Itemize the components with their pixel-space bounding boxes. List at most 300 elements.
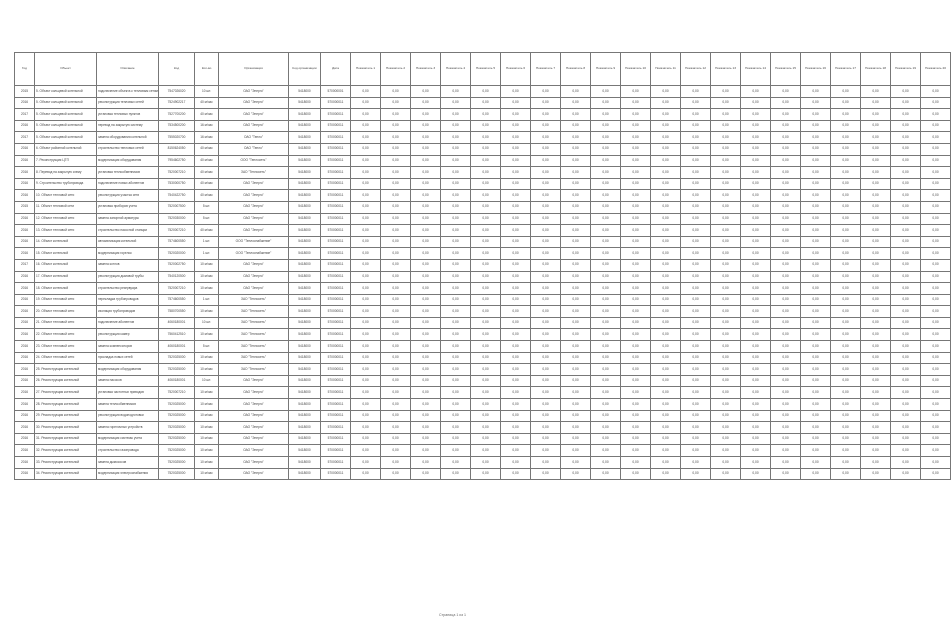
table-cell: 40 м/час [195,155,219,167]
table-cell: 570000011 [321,248,351,260]
table-cell: 1 шт. [195,236,219,248]
table-cell: 0,00 [351,399,381,411]
table-cell: 7520002750 [159,259,195,271]
table-cell: установка тепловых пунктов [97,109,159,121]
table-cell: 570000011 [321,97,351,109]
table-cell: 0,00 [801,457,831,469]
column-header: Показатель 11 [651,53,681,86]
table-cell: 7574600550 [159,294,195,306]
table-cell: 2016 [15,271,35,283]
table-cell: 0,00 [861,97,891,109]
table-cell: 0,00 [891,248,921,260]
table-cell: 0,00 [531,317,561,329]
table-cell: 2016 [15,399,35,411]
table-cell: 0,00 [741,109,771,121]
table-cell: 7520007210 [159,283,195,295]
table-cell: 0,00 [561,341,591,353]
table-cell: 0,00 [531,109,561,121]
table-cell: 0,00 [921,317,951,329]
table-cell: 0,00 [861,294,891,306]
table-cell: 40 м/час [195,97,219,109]
table-cell: 2016 [15,236,35,248]
table-cell: 570000011 [321,433,351,445]
table-cell: 570000011 [321,201,351,213]
table-cell: 0,00 [561,201,591,213]
table-cell: 0,00 [501,364,531,376]
table-cell: 16 м/час [195,120,219,132]
table-cell: 0,00 [771,410,801,422]
table-cell: 0,00 [411,109,441,121]
table-cell: 0,00 [741,341,771,353]
table-cell: 5418000 [289,236,321,248]
table-cell: 9. Строительство трубопровода [35,178,97,190]
table-cell: 0,00 [681,97,711,109]
table-cell: 0,00 [441,410,471,422]
table-cell: 0,00 [351,225,381,237]
table-cell: 0,00 [921,410,951,422]
table-cell: 0,00 [681,329,711,341]
table-cell: 0,00 [501,132,531,144]
table-cell: 570000011 [321,155,351,167]
table-cell: 2016 [15,306,35,318]
table-cell: 0,00 [411,317,441,329]
table-cell: 0,00 [501,457,531,469]
table-cell: 0,00 [861,201,891,213]
table-row [15,294,951,306]
table-cell: 0,00 [891,155,921,167]
table-cell: 0,00 [831,399,861,411]
table-cell: 0,00 [471,352,501,364]
table-cell: 5. Объект кольцевой котельной [35,132,97,144]
table-cell: 0,00 [861,236,891,248]
table-cell: 0,00 [561,86,591,98]
table-cell: 0,00 [801,120,831,132]
table-cell: реконструкция камер [97,329,159,341]
table-cell: 0,00 [891,387,921,399]
table-cell: 0,00 [381,410,411,422]
table-cell: ОАО "Энерго" [219,410,289,422]
table-cell: 0,00 [861,341,891,353]
column-header: Показатель 6 [501,53,531,86]
table-cell: подключение новых абонентов [97,178,159,190]
table-cell: 0,00 [351,143,381,155]
table-cell: 10 м/час [195,433,219,445]
table-row [15,271,951,283]
table-cell: 0,00 [771,178,801,190]
table-cell: 0,00 [381,352,411,364]
table-cell: 0,00 [501,109,531,121]
column-header: Показатель 3 [411,53,441,86]
table-cell: 0,00 [591,352,621,364]
table-cell: 0,00 [801,213,831,225]
table-cell: 0,00 [351,86,381,98]
table-cell: 0,00 [561,271,591,283]
table-cell: 0,00 [381,364,411,376]
table-cell: 20. Объект тепловой сети [35,306,97,318]
table-cell: 0,00 [861,433,891,445]
table-cell: 0,00 [711,317,741,329]
table-cell: 0,00 [921,236,951,248]
table-cell: 0,00 [681,236,711,248]
table-cell: 0,00 [501,294,531,306]
table-cell: 0,00 [771,155,801,167]
table-cell: строительство тепловых сетей [97,143,159,155]
table-header-row [15,53,951,86]
table-cell: 0,00 [891,167,921,179]
column-header: Код организации [289,53,321,86]
table-cell: 0,00 [771,248,801,260]
table-row [15,457,951,469]
table-cell: 2016 [15,341,35,353]
table-cell: 570000011 [321,213,351,225]
table-cell: 0,00 [531,422,561,434]
table-cell: 0,00 [801,399,831,411]
table-cell: 0,00 [801,352,831,364]
table-row [15,97,951,109]
table-cell: 23. Объект тепловой сети [35,341,97,353]
table-cell: 0,00 [861,375,891,387]
table-cell: 0,00 [591,364,621,376]
table-cell: 0,00 [681,387,711,399]
table-cell: 0,00 [891,190,921,202]
table-cell: ОАО "Энерго" [219,283,289,295]
table-cell: 0,00 [621,120,651,132]
table-cell: 0,00 [591,294,621,306]
table-cell: модернизация оборудования [97,155,159,167]
table-cell: 5418000 [289,201,321,213]
table-cell: 0,00 [861,283,891,295]
column-header: Показатель 16 [801,53,831,86]
table-cell: замена котлов [97,259,159,271]
table-cell: 11. Объект тепловой сети [35,201,97,213]
table-cell: 0,00 [351,306,381,318]
table-cell: 7520030000 [159,213,195,225]
table-cell: 0,00 [351,248,381,260]
table-cell: 0,00 [681,399,711,411]
table-cell: 0,00 [591,445,621,457]
table-cell: 31. Реконструкция котельной [35,433,97,445]
table-cell: 27. Реконструкция котельной [35,387,97,399]
table-cell: 0,00 [711,387,741,399]
table-cell: 0,00 [711,399,741,411]
table-cell: 0,00 [651,236,681,248]
table-cell: 5418000 [289,329,321,341]
table-cell: 0,00 [621,317,651,329]
table-cell: 15. Объект котельной [35,248,97,260]
table-cell: 0,00 [441,132,471,144]
column-header: Описание [97,53,159,86]
table-cell: замена теплообменников [97,399,159,411]
table-cell: 0,00 [861,306,891,318]
table-cell: 0,00 [801,271,831,283]
table-cell: 0,00 [801,387,831,399]
table-cell: 0,00 [411,468,441,480]
table-cell: 0,00 [591,236,621,248]
table-cell: 0,00 [501,201,531,213]
table-cell: ОАО "Энерго" [219,213,289,225]
column-header: Код [159,53,195,86]
table-cell: 570000011 [321,283,351,295]
table-cell: 34. Реконструкция котельной [35,468,97,480]
table-cell: 0,00 [861,445,891,457]
table-cell: 0,00 [651,422,681,434]
table-cell: 0,00 [771,457,801,469]
table-cell: 0,00 [861,225,891,237]
table-cell: 0,00 [831,329,861,341]
table-cell: 2016 [15,294,35,306]
table-cell: 0,00 [891,329,921,341]
table-cell: 0,00 [591,167,621,179]
table-cell: 0,00 [381,86,411,98]
table-cell: 0,00 [771,364,801,376]
table-row [15,329,951,341]
table-cell: 0,00 [891,259,921,271]
table-cell: 570000011 [321,457,351,469]
table-cell: 0,00 [471,445,501,457]
table-cell: 0,00 [921,271,951,283]
table-cell: 0,00 [411,294,441,306]
table-cell: 0,00 [921,248,951,260]
table-cell: 0,00 [741,236,771,248]
table-cell: подключение объекта к тепловым сетям [97,86,159,98]
table-cell: 0,00 [681,457,711,469]
table-cell: 0,00 [801,283,831,295]
table-cell: 0,00 [711,120,741,132]
table-cell: 0,00 [411,143,441,155]
table-cell: 0,00 [381,433,411,445]
table-cell: 0,00 [441,259,471,271]
table-cell: 0,00 [621,225,651,237]
table-cell: ОАО "Энерго" [219,468,289,480]
table-cell: 0,00 [621,201,651,213]
table-cell: 570000011 [321,317,351,329]
table-cell: 5418000 [289,433,321,445]
table-cell: 0,00 [381,375,411,387]
table-cell: 0,00 [741,445,771,457]
table-cell: 28. Реконструкция котельной [35,399,97,411]
table-cell: 0,00 [921,97,951,109]
table-cell: 0,00 [861,190,891,202]
table-row [15,167,951,179]
table-cell: 10 м/час [195,399,219,411]
table-cell: 0,00 [771,433,801,445]
table-cell: 570000011 [321,422,351,434]
table-row [15,155,951,167]
table-cell: 0,00 [501,248,531,260]
table-cell: 0,00 [501,190,531,202]
table-cell: 0,00 [861,213,891,225]
table-cell: 0,00 [711,329,741,341]
table-cell: 570000011 [321,190,351,202]
table-cell: 0,00 [801,109,831,121]
table-cell: 570000011 [321,364,351,376]
table-cell: 0,00 [351,364,381,376]
table-cell: 0,00 [831,283,861,295]
table-cell: 0,00 [351,178,381,190]
table-cell: 0,00 [411,387,441,399]
table-cell: 0,00 [621,457,651,469]
table-cell: 0,00 [531,225,561,237]
table-cell: 0,00 [831,457,861,469]
table-cell: 0,00 [561,283,591,295]
table-cell: 0,00 [441,178,471,190]
table-cell: 0,00 [921,329,951,341]
table-cell: 0,00 [711,97,741,109]
table-cell: 7520025000 [159,352,195,364]
table-cell: 0,00 [741,201,771,213]
table-cell: 5418000 [289,410,321,422]
table-cell: 0,00 [711,155,741,167]
table-cell: 0,00 [891,468,921,480]
table-cell: ОАО "Тепло" [219,132,289,144]
data-table [14,52,951,480]
table-cell: 7574600550 [159,236,195,248]
table-cell: 40 м/час [195,143,219,155]
table-cell: реконструкция водоподготовки [97,410,159,422]
table-cell: 7520025000 [159,364,195,376]
table-cell: 0,00 [441,283,471,295]
table-cell: 0,00 [561,422,591,434]
table-cell: 0,00 [681,410,711,422]
column-header: Показатель 10 [621,53,651,86]
table-cell: 570000011 [321,341,351,353]
table-cell: 0,00 [891,283,921,295]
table-cell: 5418000 [289,248,321,260]
table-cell: 0,00 [441,433,471,445]
table-cell: 570000011 [321,399,351,411]
table-cell: 0,00 [531,457,561,469]
table-cell: 0,00 [561,236,591,248]
table-cell: 4060180001 [159,317,195,329]
table-cell: 0,00 [411,236,441,248]
table-cell: 0,00 [381,306,411,318]
table-cell: 5 шт. [195,213,219,225]
table-cell: 0,00 [921,468,951,480]
table-cell: 0,00 [861,422,891,434]
table-cell: 0,00 [471,341,501,353]
table-cell: 0,00 [891,399,921,411]
table-cell: 7560412510 [159,329,195,341]
table-cell: 7520025000 [159,457,195,469]
table-cell: 0,00 [681,271,711,283]
table-cell: 0,00 [741,120,771,132]
table-cell: 0,00 [621,248,651,260]
table-cell: 0,00 [681,167,711,179]
table-cell: 0,00 [831,271,861,283]
table-cell: 0,00 [741,433,771,445]
table-cell: 0,00 [471,248,501,260]
table-cell: 0,00 [591,201,621,213]
table-cell: 0,00 [441,143,471,155]
table-cell: 0,00 [411,248,441,260]
table-cell: 0,00 [771,143,801,155]
table-cell: 0,00 [591,387,621,399]
table-cell: 0,00 [621,143,651,155]
table-cell: 4060180001 [159,341,195,353]
table-row [15,468,951,480]
table-cell: 0,00 [651,352,681,364]
table-cell: 0,00 [591,306,621,318]
table-cell: 0,00 [681,433,711,445]
table-cell: 0,00 [891,97,921,109]
table-cell: 0,00 [591,248,621,260]
table-cell: 0,00 [741,143,771,155]
table-cell: 0,00 [771,329,801,341]
table-cell: 0,00 [771,294,801,306]
table-cell: 0,00 [801,86,831,98]
table-cell: 0,00 [711,445,741,457]
table-cell: 0,00 [441,422,471,434]
table-cell: 0,00 [501,86,531,98]
table-cell: 0,00 [351,109,381,121]
table-cell: 0,00 [801,433,831,445]
table-cell: 0,00 [351,422,381,434]
table-row [15,317,951,329]
table-cell: 0,00 [801,329,831,341]
table-cell: 0,00 [531,259,561,271]
table-row [15,422,951,434]
table-cell: 2016 [15,190,35,202]
table-cell: 0,00 [621,283,651,295]
table-cell: 0,00 [621,271,651,283]
table-cell: 5418000 [289,468,321,480]
table-cell: 0,00 [801,225,831,237]
table-cell: 0,00 [351,132,381,144]
table-cell: 10 м/час [195,306,219,318]
table-cell: 0,00 [501,341,531,353]
table-cell: 0,00 [621,422,651,434]
table-cell: 25. Реконструкция котельной [35,364,97,376]
table-cell: 5. Объект кольцевой котельной [35,120,97,132]
table-cell: 0,00 [831,387,861,399]
table-cell: 0,00 [591,225,621,237]
table-cell: 0,00 [651,317,681,329]
table-cell: 570000011 [321,352,351,364]
table-cell: 0,00 [621,294,651,306]
table-cell: 0,00 [711,271,741,283]
table-cell: 0,00 [381,341,411,353]
table-cell: 7540120500 [159,271,195,283]
column-header: Показатель 2 [381,53,411,86]
table-cell: 0,00 [651,120,681,132]
table-cell: 0,00 [471,86,501,98]
table-cell: 0,00 [411,271,441,283]
table-cell: 0,00 [351,329,381,341]
table-cell: 0,00 [741,132,771,144]
table-cell: 0,00 [531,132,561,144]
table-cell: 0,00 [711,294,741,306]
table-cell: 0,00 [711,248,741,260]
table-cell: 0,00 [351,190,381,202]
table-cell: 0,00 [471,155,501,167]
table-cell: 0,00 [591,143,621,155]
table-cell: 0,00 [681,317,711,329]
table-cell: 0,00 [411,375,441,387]
table-cell: 0,00 [921,306,951,318]
table-cell: 0,00 [681,294,711,306]
page-footer: Страница 1 из 1 [439,613,466,617]
table-cell: 0,00 [741,352,771,364]
table-cell: 0,00 [501,352,531,364]
table-cell: 0,00 [711,86,741,98]
table-cell: 0,00 [411,457,441,469]
table-cell: 0,00 [471,306,501,318]
table-cell: 0,00 [621,213,651,225]
table-cell: 0,00 [441,109,471,121]
table-cell: 0,00 [501,120,531,132]
table-cell: замена горелочных устройств [97,422,159,434]
table-cell: 0,00 [501,259,531,271]
